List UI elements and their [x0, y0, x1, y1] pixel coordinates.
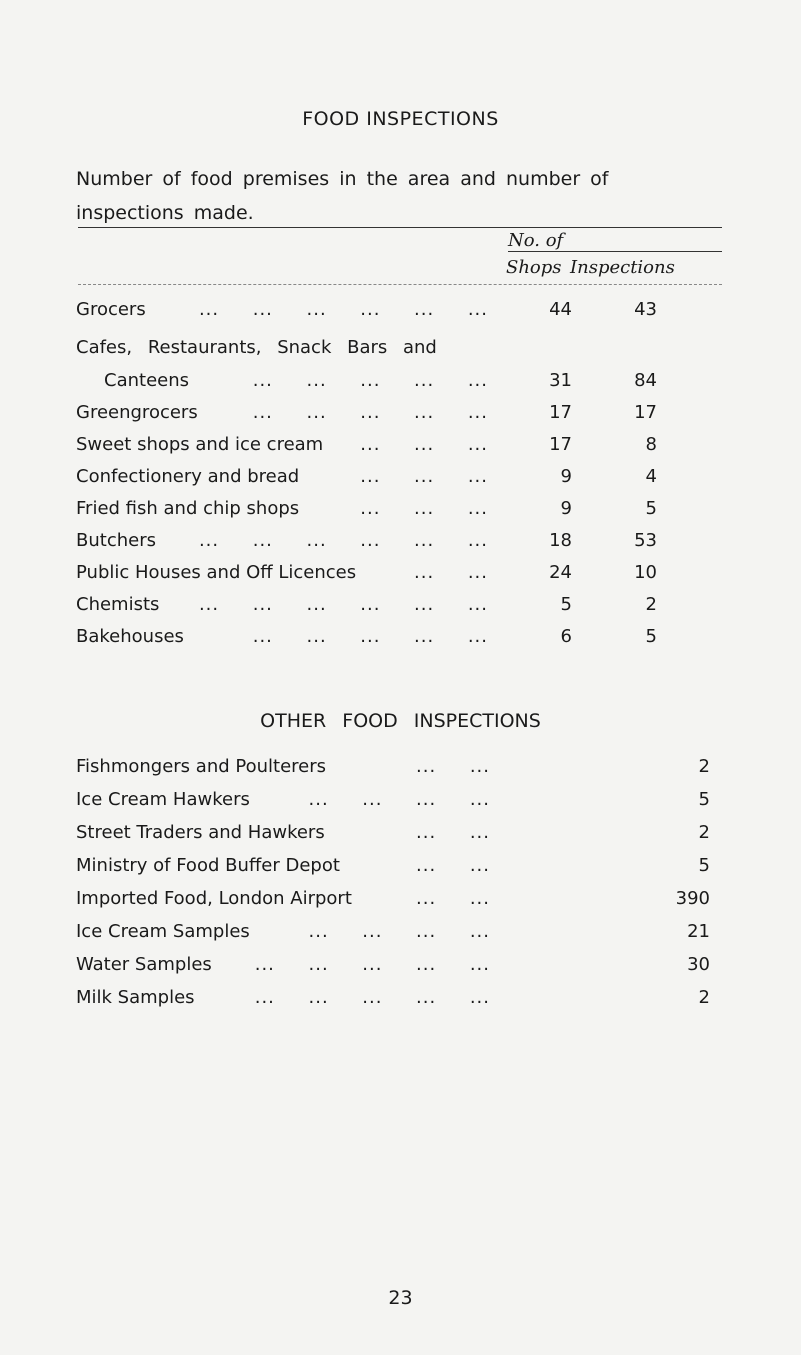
header-sub-rule [508, 251, 722, 252]
leader-dots: ... ... ... ... ... [252, 402, 488, 423]
shops-count: 17 [549, 434, 572, 455]
inspections-count: 10 [634, 562, 657, 583]
row-label: Public Houses and Off Licences [76, 562, 357, 583]
row-label: Canteens [104, 370, 189, 391]
item-label: Ministry of Food Buffer Depot [76, 855, 340, 876]
leader-dots: ... ... ... ... [308, 789, 490, 810]
table-row [0, 530, 801, 560]
item-label: Milk Samples [76, 987, 195, 1008]
list-item [0, 888, 801, 918]
shops-count: 9 [560, 466, 572, 487]
leader-dots: ... ... [416, 756, 490, 777]
shops-count: 18 [549, 530, 572, 551]
header-inspections: Inspections [570, 257, 675, 278]
item-value: 30 [687, 954, 710, 975]
list-item [0, 954, 801, 984]
shops-count: 5 [560, 594, 572, 615]
table-row [0, 594, 801, 624]
inspections-count: 8 [645, 434, 657, 455]
list-item [0, 822, 801, 852]
leader-dots: ... ... ... ... ... ... [198, 530, 488, 551]
table-row [0, 299, 801, 329]
item-label: Water Samples [76, 954, 212, 975]
shops-count: 24 [549, 562, 572, 583]
leader-dots: ... ... [416, 822, 490, 843]
item-value: 390 [675, 888, 710, 909]
item-value: 5 [698, 855, 710, 876]
intro-paragraph: Number of food premises in the area and number of inspections made. [76, 168, 609, 224]
list-item [0, 756, 801, 786]
leader-dots: ... ... ... ... ... [254, 954, 490, 975]
row-label: Confectionery and bread [76, 466, 300, 487]
inspections-count: 5 [645, 626, 657, 647]
leader-dots: ... ... ... [360, 466, 488, 487]
table-row [0, 498, 801, 528]
item-value: 2 [698, 987, 710, 1008]
row-label: Grocers [76, 299, 146, 320]
leader-dots: ... ... ... [360, 434, 488, 455]
inspections-count: 53 [634, 530, 657, 551]
list-item [0, 789, 801, 819]
leader-dots: ... ... ... [360, 498, 488, 519]
leader-dots: ... ... ... ... ... [252, 626, 488, 647]
leader-dots: ... ... ... ... ... [252, 370, 488, 391]
row-label: Fried fish and chip shops [76, 498, 300, 519]
item-value: 2 [698, 822, 710, 843]
leader-dots: ... ... ... ... [308, 921, 490, 942]
inspections-count: 2 [645, 594, 657, 615]
header-shops: Shops [506, 257, 562, 278]
row-label: Chemists [76, 594, 160, 615]
leader-dots: ... ... [416, 888, 490, 909]
inspections-count: 17 [634, 402, 657, 423]
shops-count: 17 [549, 402, 572, 423]
item-label: Imported Food, London Airport [76, 888, 352, 909]
list-item [0, 987, 801, 1017]
row-label: Sweet shops and ice cream [76, 434, 324, 455]
header-bottom-rule [78, 284, 722, 285]
shops-count: 6 [560, 626, 572, 647]
leader-dots: ... ... [416, 855, 490, 876]
page-title: FOOD INSPECTIONS [302, 108, 499, 130]
row-label: Greengrocers [76, 402, 198, 423]
item-label: Fishmongers and Poulterers [76, 756, 326, 777]
page-number: 23 [388, 1287, 413, 1309]
table-row [0, 562, 801, 592]
table-row [0, 402, 801, 432]
shops-count: 31 [549, 370, 572, 391]
table-row [0, 370, 801, 400]
header-no-of: No. of [508, 230, 564, 251]
table-row [0, 337, 801, 367]
leader-dots: ... ... ... ... ... ... [198, 299, 488, 320]
table-row [0, 434, 801, 464]
leader-dots: ... ... [414, 562, 488, 583]
table-row [0, 626, 801, 656]
list-item [0, 855, 801, 885]
table-top-rule [78, 227, 722, 228]
row-label: Butchers [76, 530, 156, 551]
item-label: Ice Cream Hawkers [76, 789, 250, 810]
item-label: Street Traders and Hawkers [76, 822, 325, 843]
leader-dots: ... ... ... ... ... [254, 987, 490, 1008]
leader-dots: ... ... ... ... ... ... [198, 594, 488, 615]
shops-count: 9 [560, 498, 572, 519]
inspections-count: 4 [645, 466, 657, 487]
inspections-count: 84 [634, 370, 657, 391]
table-row [0, 466, 801, 496]
item-label: Ice Cream Samples [76, 921, 250, 942]
inspections-count: 5 [645, 498, 657, 519]
item-value: 2 [698, 756, 710, 777]
row-label: Cafes, Restaurants, Snack Bars and [76, 337, 437, 358]
list-item [0, 921, 801, 951]
other-section-title: OTHER FOOD INSPECTIONS [260, 710, 541, 732]
shops-count: 44 [549, 299, 572, 320]
inspections-count: 43 [634, 299, 657, 320]
row-label: Bakehouses [76, 626, 184, 647]
item-value: 21 [687, 921, 710, 942]
item-value: 5 [698, 789, 710, 810]
